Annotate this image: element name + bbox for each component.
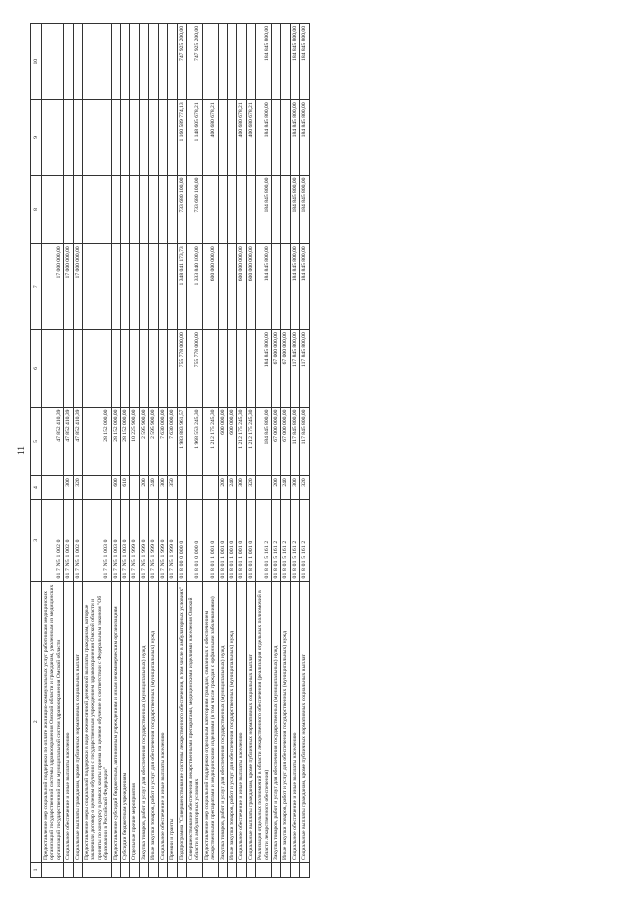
row-value-col5: 47 852 410,39	[42, 407, 64, 476]
row-value-col5: 47 852 410,39	[64, 407, 73, 476]
row-code: 01 8 01 5 161 2	[300, 499, 309, 581]
row-value-col10: 184 845 800,00	[256, 24, 272, 100]
table-row	[130, 24, 139, 878]
row-value-col5: 28 152 000,00	[121, 407, 130, 476]
row-value-col6	[130, 330, 139, 407]
column-header: 1	[31, 862, 42, 877]
header-row	[31, 24, 42, 878]
table-row	[111, 24, 120, 878]
column-header: 8	[31, 175, 42, 244]
row-expense-type: 240	[227, 476, 236, 500]
row-value-col9	[158, 100, 167, 175]
row-value-col6: 755 778 000,00	[177, 330, 186, 407]
row-code: 01 7 N5 1 003 0	[83, 499, 112, 581]
row-code: 01 8 01 5 161 2	[271, 499, 280, 581]
row-number	[271, 862, 280, 877]
page-number: 11	[16, 446, 26, 455]
row-value-col8	[271, 175, 280, 244]
row-number	[149, 862, 158, 877]
row-value-col10: 747 925 200,00	[186, 24, 202, 100]
row-value-col8	[237, 175, 246, 244]
row-number	[202, 862, 218, 877]
table-row	[256, 24, 272, 878]
row-expense-type: 300	[64, 476, 73, 500]
column-header: 5	[31, 407, 42, 476]
row-number	[73, 862, 82, 877]
row-value-col9: 184 845 800,00	[300, 100, 309, 175]
row-number	[42, 862, 64, 877]
row-description: Закупка товаров, работ и услуг для обеспечения государственных (муниципальных) нужд	[271, 581, 280, 862]
row-number	[168, 862, 177, 877]
column-header: 9	[31, 100, 42, 175]
row-value-col6	[64, 330, 73, 407]
table-row	[227, 24, 236, 878]
row-description: Закупка товаров, работ и услуг для обеспечения государственных (муниципальных) нужд	[139, 581, 148, 862]
row-value-col10	[130, 24, 139, 100]
row-code: 01 7 N5 1 999 0	[130, 499, 139, 581]
row-value-col10: 184 845 800,00	[300, 24, 309, 100]
row-code: 01 8 01 1 001 0	[237, 499, 246, 581]
row-value-col9	[111, 100, 120, 175]
row-value-col5: 2 595 900,00	[139, 407, 148, 476]
row-value-col5: 117 845 800,00	[300, 407, 309, 476]
row-value-col10	[281, 24, 290, 100]
row-code: 01 7 N5 1 003 0	[111, 499, 120, 581]
row-number	[158, 862, 167, 877]
row-value-col6	[158, 330, 167, 407]
row-value-col8: 184 845 800,00	[256, 175, 272, 244]
row-value-col9	[42, 100, 64, 175]
row-value-col9	[281, 100, 290, 175]
row-description: Социальные выплаты гражданам, кроме публичных нормативных социальных выплат	[73, 581, 82, 862]
row-value-col6: 67 000 000,00	[271, 330, 280, 407]
rotated-page	[16, 23, 518, 878]
table-row	[158, 24, 167, 878]
row-value-col10	[168, 24, 177, 100]
row-value-col5: 117 845 800,00	[290, 407, 299, 476]
row-value-col10	[158, 24, 167, 100]
row-description: Реализация отдельных полномочий в области лекарственного обеспечения (реализация отдельных полномочий в области лекарственного обеспечения)	[256, 581, 272, 862]
row-value-col8	[83, 175, 112, 244]
row-value-col8	[158, 175, 167, 244]
row-value-col10	[64, 24, 73, 100]
row-value-col6	[149, 330, 158, 407]
table-row	[202, 24, 218, 878]
row-value-col8	[121, 175, 130, 244]
row-value-col9	[73, 100, 82, 175]
row-value-col10	[237, 24, 246, 100]
table-row	[177, 24, 186, 878]
row-value-col9: 184 845 800,00	[256, 100, 272, 175]
row-value-col8	[64, 175, 73, 244]
row-value-col7: 184 845 800,00	[290, 244, 299, 330]
row-value-col10: 747 925 200,00	[177, 24, 186, 100]
row-value-col6: 755 778 000,00	[186, 330, 202, 407]
row-value-col9	[64, 100, 73, 175]
row-value-col7: 1 348 041 173,73	[177, 244, 186, 330]
row-expense-type: 320	[246, 476, 255, 500]
row-code: 01 7 N5 1 999 0	[158, 499, 167, 581]
row-value-col6	[83, 330, 112, 407]
row-description: Социальное обеспечение и иные выплаты населению	[158, 581, 167, 862]
row-expense-type: 240	[149, 476, 158, 500]
table-row	[73, 24, 82, 878]
table-row	[186, 24, 202, 878]
row-description: Иные закупки товаров, работ и услуг для обеспечения государственных (муниципальных) нужд	[227, 581, 236, 862]
row-value-col5: 1 983 883 961,57	[177, 407, 186, 476]
table-row	[246, 24, 255, 878]
row-value-col7	[130, 244, 139, 330]
row-value-col5: 28 152 000,00	[111, 407, 120, 476]
row-value-col10	[271, 24, 280, 100]
table-row	[42, 24, 64, 878]
row-description: Социальное обеспечение и иные выплаты населению	[290, 581, 299, 862]
row-value-col9: 184 845 800,00	[290, 100, 299, 175]
row-description: Предоставление субсидий бюджетным, автономным учреждениям и иным некоммерческим организациям	[111, 581, 120, 862]
row-value-col6	[227, 330, 236, 407]
row-value-col5: 184 845 800,00	[256, 407, 272, 476]
row-value-col8	[218, 175, 227, 244]
row-expense-type: 200	[218, 476, 227, 500]
row-code: 01 8 01 1 001 0	[227, 499, 236, 581]
row-expense-type	[186, 476, 202, 500]
row-value-col10	[246, 24, 255, 100]
row-code: 01 8 01 0 000 0	[186, 499, 202, 581]
row-value-col6: 117 845 800,00	[300, 330, 309, 407]
row-value-col7	[111, 244, 120, 330]
row-value-col10	[149, 24, 158, 100]
row-value-col6	[237, 330, 246, 407]
row-code: 01 8 01 5 161 2	[290, 499, 299, 581]
row-value-col6	[246, 330, 255, 407]
table-row	[168, 24, 177, 878]
row-value-col9: 1 160 589 774,13	[177, 100, 186, 175]
row-value-col10	[83, 24, 112, 100]
row-code: 01 8 01 1 001 0	[218, 499, 227, 581]
row-value-col9: 400 680 678,21	[202, 100, 218, 175]
row-code: 01 7 N5 1 003 0	[121, 499, 130, 581]
row-value-col5: 1 968 553 245,30	[186, 407, 202, 476]
row-expense-type	[256, 476, 272, 500]
row-value-col8	[246, 175, 255, 244]
column-header: 10	[31, 24, 42, 100]
row-value-col7	[83, 244, 112, 330]
table-row	[300, 24, 309, 878]
row-value-col8: 184 845 800,00	[290, 175, 299, 244]
row-number	[256, 862, 272, 877]
row-number	[246, 862, 255, 877]
table-row	[121, 24, 130, 878]
budget-table	[30, 23, 310, 878]
row-value-col5: 7 630 000,00	[168, 407, 177, 476]
row-value-col7	[158, 244, 167, 330]
row-number	[300, 862, 309, 877]
row-value-col7	[168, 244, 177, 330]
row-value-col6	[42, 330, 64, 407]
table-row	[149, 24, 158, 878]
row-value-col6: 117 845 800,00	[290, 330, 299, 407]
row-code: 01 8 01 1 001 0	[202, 499, 218, 581]
row-value-col10	[139, 24, 148, 100]
row-value-col8	[42, 175, 64, 244]
row-number	[139, 862, 148, 877]
row-code: 01 7 N5 1 002 0	[64, 499, 73, 581]
column-header: 3	[31, 499, 42, 581]
row-value-col7: 184 845 800,00	[300, 244, 309, 330]
row-expense-type	[130, 476, 139, 500]
table-row	[64, 24, 73, 878]
row-value-col7: 17 000 000,00	[73, 244, 82, 330]
row-value-col8: 733 680 100,00	[186, 175, 202, 244]
row-value-col8	[139, 175, 148, 244]
row-code: 01 8 01 5 161 2	[256, 499, 272, 581]
row-value-col9	[227, 100, 236, 175]
row-code: 01 7 N5 1 002 0	[42, 499, 64, 581]
row-value-col8	[227, 175, 236, 244]
row-description: Закупка товаров, работ и услуг для обеспечения государственных (муниципальных) нужд	[218, 581, 227, 862]
row-code: 01 8 01 1 001 0	[246, 499, 255, 581]
row-value-col7: 600 000 000,00	[246, 244, 255, 330]
row-number	[130, 862, 139, 877]
row-expense-type	[83, 476, 112, 500]
row-description: Отдельные прочие мероприятия	[130, 581, 139, 862]
row-value-col6	[121, 330, 130, 407]
row-code: 01 7 N5 1 002 0	[73, 499, 82, 581]
column-header: 4	[31, 476, 42, 500]
row-value-col7	[218, 244, 227, 330]
row-value-col7: 1 333 840 100,00	[186, 244, 202, 330]
row-description: Предоставление меры социальной поддержки в виде ежемесячной денежной выплаты гражданам, которые заключили договор о целевом обучении с государственным учреждением здравоохранения Омской области и приняты по конкурсу в рамках квоты приема на целевое обучение в соответствии с Федеральным законом "Об образовании в Российской Федерации"	[83, 581, 112, 862]
row-number	[186, 862, 202, 877]
row-expense-type: 300	[237, 476, 246, 500]
row-code: 01 8 01 5 161 2	[281, 499, 290, 581]
row-expense-type: 600	[111, 476, 120, 500]
row-value-col9	[121, 100, 130, 175]
row-value-col8	[281, 175, 290, 244]
row-value-col6	[139, 330, 148, 407]
row-value-col8	[149, 175, 158, 244]
table-row	[83, 24, 112, 878]
table-row	[218, 24, 227, 878]
row-value-col5: 10 225 900,00	[130, 407, 139, 476]
row-description: Предоставление мер социальной поддержки по оплате жилищно-коммунальных услуг работникам медицинских организаций государственной системы здравоохранения Омской области и гражданам, уволенным из медицинских организаций государственной или муниципальной систем здравоохранения Омской области	[42, 581, 64, 862]
row-description: Подпрограмма "Совершенствование системы лекарственного обеспечения, в том числе в амбулаторных условиях"	[177, 581, 186, 862]
row-number	[121, 862, 130, 877]
table-body	[42, 24, 310, 878]
row-value-col6	[73, 330, 82, 407]
row-value-col5: 47 852 410,39	[73, 407, 82, 476]
row-value-col10	[202, 24, 218, 100]
row-expense-type	[202, 476, 218, 500]
row-description: Иные закупки товаров, работ и услуг для обеспечения государственных (муниципальных) нужд	[281, 581, 290, 862]
row-value-col6: 184 845 800,00	[256, 330, 272, 407]
row-value-col6	[111, 330, 120, 407]
row-expense-type	[42, 476, 64, 500]
row-value-col7: 600 000 000,00	[202, 244, 218, 330]
row-value-col7	[281, 244, 290, 330]
row-value-col10	[218, 24, 227, 100]
row-number	[177, 862, 186, 877]
table-row	[281, 24, 290, 878]
row-value-col7	[271, 244, 280, 330]
row-value-col5: 7 630 000,00	[158, 407, 167, 476]
row-expense-type: 320	[73, 476, 82, 500]
row-expense-type: 200	[271, 476, 280, 500]
row-value-col8	[130, 175, 139, 244]
row-value-col6	[168, 330, 177, 407]
row-expense-type: 320	[300, 476, 309, 500]
row-value-col9	[139, 100, 148, 175]
row-expense-type: 350	[168, 476, 177, 500]
row-value-col8	[168, 175, 177, 244]
row-description: Предоставление мер социальной поддержки отдельным категориям граждан, связанных с обеспечением лекарственными препаратами и медицинскими изделиями (в том числе граждан с орфанными заболеваниями)	[202, 581, 218, 862]
row-value-col7: 184 845 800,00	[256, 244, 272, 330]
row-value-col5: 67 000 000,00	[281, 407, 290, 476]
row-number	[227, 862, 236, 877]
row-expense-type: 300	[290, 476, 299, 500]
row-value-col9	[168, 100, 177, 175]
row-value-col8: 184 845 800,00	[300, 175, 309, 244]
row-expense-type: 200	[139, 476, 148, 500]
row-value-col7: 17 000 000,00	[64, 244, 73, 330]
row-value-col7	[121, 244, 130, 330]
row-number	[237, 862, 246, 877]
row-value-col7	[149, 244, 158, 330]
row-value-col8	[111, 175, 120, 244]
table-row	[290, 24, 299, 878]
row-description: Социальные выплаты гражданам, кроме публичных нормативных социальных выплат	[246, 581, 255, 862]
row-value-col5: 1 212 175 245,30	[202, 407, 218, 476]
row-value-col6	[202, 330, 218, 407]
row-number	[111, 862, 120, 877]
row-value-col9: 400 680 678,21	[237, 100, 246, 175]
row-value-col8	[202, 175, 218, 244]
row-value-col6	[218, 330, 227, 407]
table-row	[139, 24, 148, 878]
row-value-col7	[139, 244, 148, 330]
row-expense-type: 300	[158, 476, 167, 500]
row-description: Социальное обеспечение и иные выплаты населению	[237, 581, 246, 862]
row-value-col5: 1 212 175 245,30	[237, 407, 246, 476]
row-value-col6: 67 000 000,00	[281, 330, 290, 407]
column-header: 7	[31, 244, 42, 330]
row-value-col7: 600 000 000,00	[237, 244, 246, 330]
row-value-col9	[271, 100, 280, 175]
row-description: Премии и гранты	[168, 581, 177, 862]
row-number	[83, 862, 112, 877]
table-row	[271, 24, 280, 878]
row-value-col9	[130, 100, 139, 175]
row-value-col10	[42, 24, 64, 100]
row-value-col10	[111, 24, 120, 100]
row-value-col8	[73, 175, 82, 244]
row-description: Субсидии бюджетным учреждениям	[121, 581, 130, 862]
row-code: 01 7 N5 1 999 0	[149, 499, 158, 581]
table-row	[237, 24, 246, 878]
row-number	[290, 862, 299, 877]
row-value-col5: 600 000,00	[218, 407, 227, 476]
row-expense-type: 610	[121, 476, 130, 500]
row-description: Иные закупки товаров, работ и услуг для обеспечения государственных (муниципальных) нужд	[149, 581, 158, 862]
row-value-col9	[83, 100, 112, 175]
row-value-col9	[149, 100, 158, 175]
column-header: 2	[31, 581, 42, 862]
column-header: 6	[31, 330, 42, 407]
row-value-col7	[227, 244, 236, 330]
row-value-col10: 184 845 800,00	[290, 24, 299, 100]
row-value-col8: 733 680 100,00	[177, 175, 186, 244]
row-code: 01 7 N5 1 999 0	[168, 499, 177, 581]
row-value-col10	[121, 24, 130, 100]
row-value-col5: 600 000,00	[227, 407, 236, 476]
row-code: 01 7 N5 1 999 0	[139, 499, 148, 581]
row-value-col10	[73, 24, 82, 100]
row-value-col5: 67 000 000,00	[271, 407, 280, 476]
row-expense-type: 240	[281, 476, 290, 500]
row-value-col9: 400 680 678,21	[246, 100, 255, 175]
row-value-col5: 28 152 000,00	[83, 407, 112, 476]
row-value-col9	[218, 100, 227, 175]
row-value-col5: 2 595 900,00	[149, 407, 158, 476]
row-code: 01 8 00 0 000 0	[177, 499, 186, 581]
row-value-col9: 1 148 605 678,21	[186, 100, 202, 175]
row-number	[64, 862, 73, 877]
row-value-col5: 1 212 175 245,30	[246, 407, 255, 476]
row-number	[218, 862, 227, 877]
row-value-col10	[227, 24, 236, 100]
row-description: Социальное обеспечение и иные выплаты населению	[64, 581, 73, 862]
row-expense-type	[177, 476, 186, 500]
row-description: Социальные выплаты гражданам, кроме публичных нормативных социальных выплат	[300, 581, 309, 862]
row-value-col7: 17 000 000,00	[42, 244, 64, 330]
row-description: Совершенствование обеспечения лекарственными препаратами, медицинскими изделиями населения Омской области в амбулаторных условиях	[186, 581, 202, 862]
row-number	[281, 862, 290, 877]
